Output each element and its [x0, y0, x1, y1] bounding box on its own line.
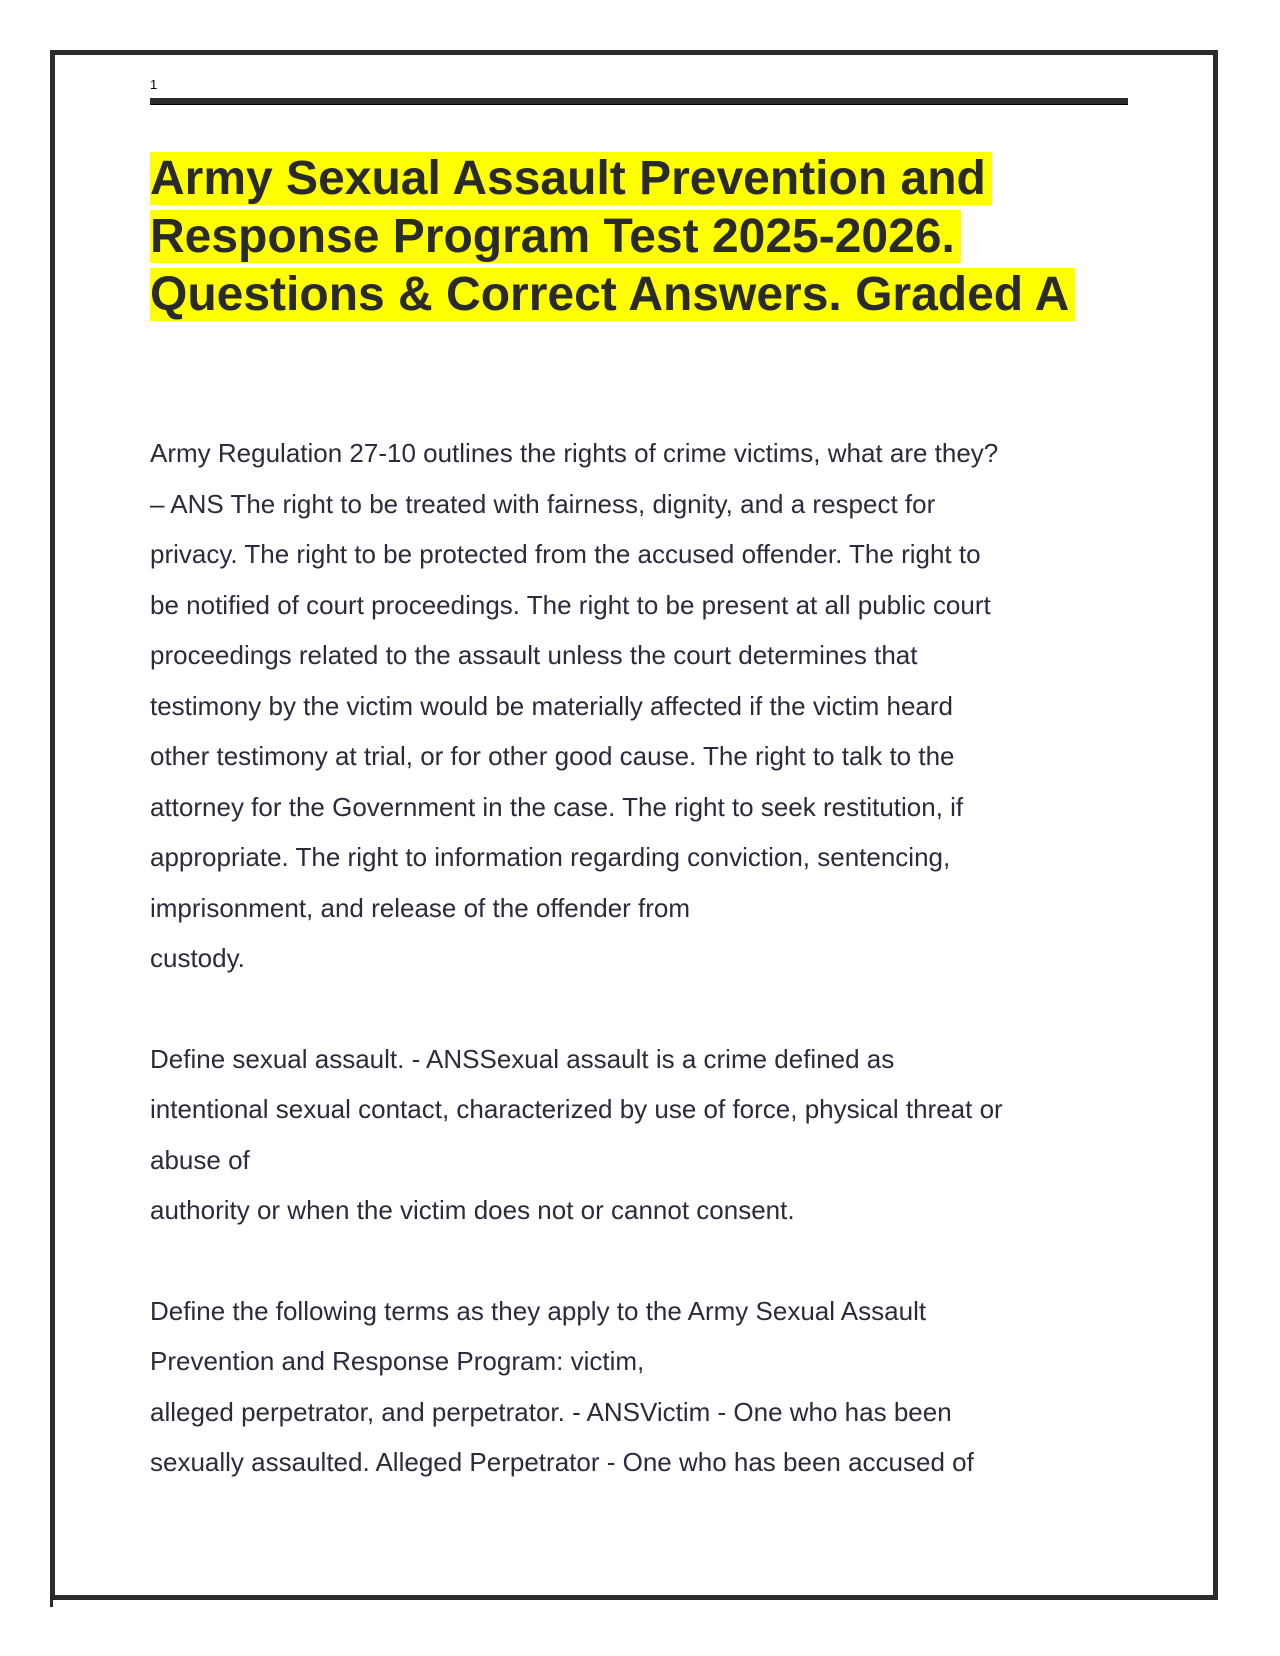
body-line: custody.: [150, 943, 245, 973]
body-line: Army Regulation 27-10 outlines the rights of crime victims, what are they?: [150, 438, 999, 468]
qa-block-terms-definition: [150, 1286, 1130, 1488]
title-line: Army Sexual Assault Prevention and: [150, 152, 992, 205]
body-line: proceedings related to the assault unless the court determines that: [150, 640, 918, 670]
document-body: [150, 428, 1130, 1538]
body-line: other testimony at trial, or for other good cause. The right to talk to the: [150, 741, 955, 771]
body-line: imprisonment, and release of the offender from: [150, 892, 691, 923]
body-line: privacy. The right to be protected from the accused offender. The right to: [150, 539, 981, 569]
title-line: Questions & Correct Answers. Graded A: [150, 268, 1075, 321]
body-line: authority or when the victim does not or cannot consent.: [150, 1195, 795, 1225]
body-line: Define sexual assault. - ANSSexual assault is a crime defined as: [150, 1043, 895, 1074]
body-line: sexually assaulted. Alleged Perpetrator - One who has been accused of: [150, 1447, 974, 1477]
body-line: abuse of: [150, 1144, 250, 1175]
body-line: Prevention and Response Program: victim,: [150, 1346, 645, 1376]
body-line: attorney for the Government in the case. The right to seek restitution, if: [150, 791, 964, 822]
body-line: testimony by the victim would be materially affected if the victim heard: [150, 690, 953, 721]
header-rule: [150, 98, 1128, 105]
body-line: – ANS The right to be treated with fairness, dignity, and a respect for: [150, 488, 936, 519]
body-line: appropriate. The right to information regarding conviction, sentencing,: [150, 842, 951, 872]
body-line: alleged perpetrator, and perpetrator. - ANSVictim - One who has been: [150, 1396, 952, 1427]
body-line: intentional sexual contact, characterized by use of force, physical threat or: [150, 1094, 1003, 1124]
body-line: be notified of court proceedings. The right to be present at all public court: [150, 589, 991, 620]
qa-block-crime-victim-rights: [150, 428, 1130, 984]
document-title: [150, 150, 1150, 324]
title-line: Response Program Test 2025-2026.: [150, 210, 961, 263]
qa-block-sexual-assault-definition: [150, 1034, 1130, 1236]
page-number: 1: [150, 77, 158, 92]
body-line: Define the following terms as they apply to the Army Sexual Assault: [150, 1295, 927, 1326]
